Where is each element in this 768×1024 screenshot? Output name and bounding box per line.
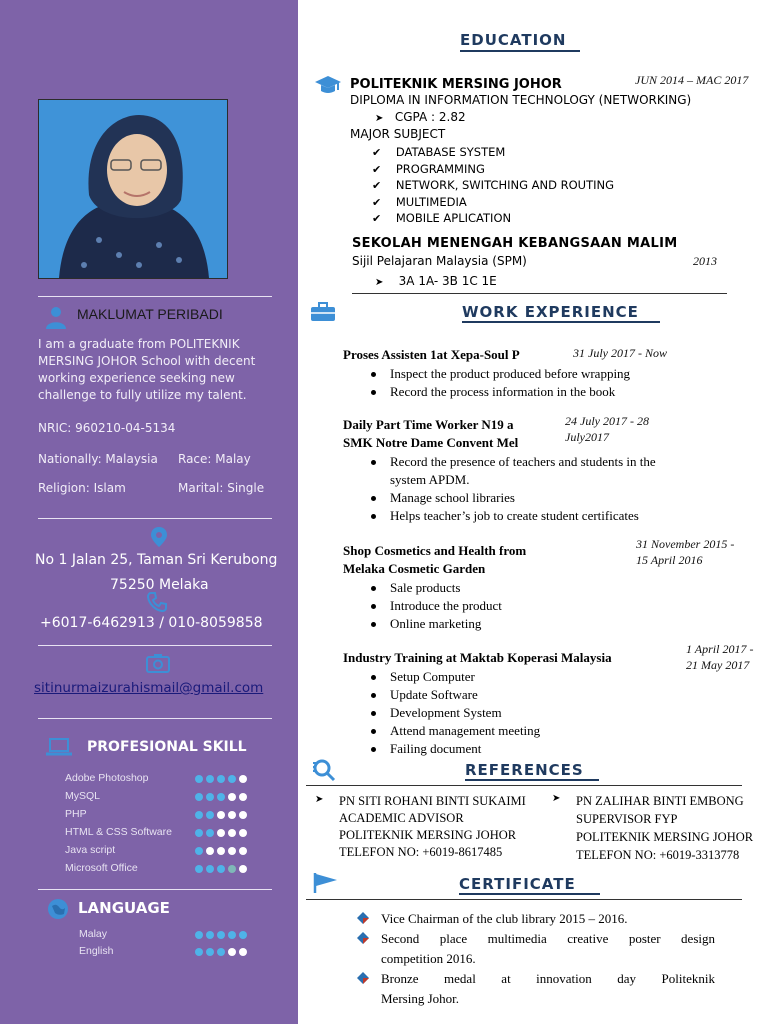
check-icon: ✔ [372, 179, 382, 192]
heading-underline [460, 50, 580, 52]
job-duty: Attend management meeting [366, 722, 540, 740]
rating-dot [217, 811, 225, 819]
subject-item [372, 162, 485, 176]
job-duty: Update Software [366, 686, 540, 704]
rating-dot [239, 865, 247, 873]
phone-icon [147, 592, 167, 616]
arrow-bullet-icon: ➤ [315, 794, 324, 805]
nationality: Nationally: Malaysia [38, 452, 158, 466]
skill-rating [195, 865, 255, 874]
rating-dot [228, 793, 236, 801]
email-link[interactable]: sitinurmaizurahismail@gmail.com [34, 680, 264, 696]
job-duty: system APDM. [390, 472, 470, 487]
diploma: DIPLOMA IN INFORMATION TECHNOLOGY (NETWORKING) [350, 93, 692, 107]
skill-rating [195, 847, 255, 856]
job-duty: Sale products [366, 579, 502, 597]
references-heading: REFERENCES [465, 761, 584, 779]
divider [38, 889, 272, 890]
major-label: MAJOR SUBJECT [350, 127, 446, 141]
job-duty: Record the presence of teachers and students in the [366, 453, 656, 471]
job-duty: Online marketing [366, 615, 502, 633]
job-title: Proses Assisten 1at Xepa-Soul P [343, 347, 520, 362]
rating-dot [228, 775, 236, 783]
education-heading: EDUCATION [460, 31, 567, 49]
ref2-org: POLITEKNIK MERSING JOHOR [576, 830, 754, 844]
skill-name: MySQL [65, 790, 101, 802]
subject-item [372, 145, 505, 159]
job-duties [366, 453, 656, 525]
heading-underline [459, 893, 600, 895]
personal-heading: MAKLUMAT PERIBADI [77, 306, 223, 322]
certificate-line: Mersing Johor. [381, 991, 459, 1006]
job-duties [366, 579, 502, 633]
certificate-item [357, 909, 715, 929]
work-heading: WORK EXPERIENCE [462, 303, 639, 321]
rating-dot [206, 865, 214, 873]
skill-name: Adobe Photoshop [65, 772, 149, 784]
rating-dot [217, 865, 225, 873]
arrow-bullet-icon: ➤ [552, 793, 561, 804]
phone-number: +6017-6462913 / 010-8059858 [40, 615, 263, 631]
certificate-item [357, 929, 715, 969]
rating-dot [206, 847, 214, 855]
rating-dot [195, 811, 203, 819]
job-date: 31 November 2015 - [636, 537, 735, 551]
skills-heading: PROFESIONAL SKILL [87, 739, 247, 755]
rating-dot [217, 931, 225, 939]
language-name: Malay [79, 928, 108, 940]
certificate-item [357, 969, 715, 1009]
skill-row [65, 808, 265, 826]
rating-dot [217, 847, 225, 855]
certificate-line: Vice Chairman of the club library 2015 – 2016. [381, 911, 628, 926]
job-title-line2: SMK Notre Dame Convent Mel [343, 435, 519, 450]
subject-name: DATABASE SYSTEM [395, 145, 506, 159]
ref2-name: PN ZALIHAR BINTI EMBONG [576, 794, 744, 808]
check-icon: ✔ [372, 162, 382, 176]
job-date: 1 April 2017 - [686, 642, 754, 656]
marital-status: Marital: Single [178, 481, 265, 495]
diamond-bullet-icon [357, 972, 369, 984]
skill-row [65, 790, 265, 808]
rating-dot [195, 793, 203, 801]
skill-rating [195, 811, 255, 820]
rating-dot [239, 931, 247, 939]
rating-dot [195, 829, 203, 837]
rating-dot [206, 829, 214, 837]
rating-dot [206, 931, 214, 939]
divider [38, 718, 272, 719]
globe-icon [47, 898, 69, 924]
language-heading: LANGUAGE [78, 899, 170, 917]
heading-underline [465, 779, 599, 781]
nric: NRIC: 960210-04-5134 [38, 421, 176, 435]
rating-dot [206, 948, 214, 956]
subject-name: MULTIMEDIA [395, 194, 467, 209]
address-line-1: No 1 Jalan 25, Taman Sri Kerubong [35, 552, 278, 568]
spm: Sijil Pelajaran Malaysia (SPM) [352, 254, 527, 268]
certificate-line: Second place multimedia creative poster design [381, 931, 715, 946]
spm-result-text: 3A 1A- 3B 1C 1E [398, 274, 497, 288]
rating-dot [217, 829, 225, 837]
skill-name: Microsoft Office [65, 862, 138, 874]
rating-dot [228, 829, 236, 837]
divider [306, 899, 742, 900]
diamond-bullet-icon [357, 932, 369, 944]
rating-dot [206, 775, 214, 783]
rating-dot [206, 811, 214, 819]
job-title-line2: Melaka Cosmetic Garden [343, 561, 486, 576]
rating-dot [228, 948, 236, 956]
about-line: working experience seeking new [38, 371, 235, 385]
rating-dot [228, 847, 236, 855]
subject-item [372, 178, 614, 192]
person-icon [44, 305, 68, 333]
rating-dot [195, 847, 203, 855]
cgpa-text: CGPA : 2.82 [394, 110, 466, 124]
job-duty: Development System [366, 704, 540, 722]
rating-dot [206, 793, 214, 801]
subject-name: MOBILE APLICATION [395, 211, 512, 225]
about-text [38, 336, 288, 404]
rating-dot [239, 948, 247, 956]
language-rating [195, 948, 255, 957]
ref1-role: ACADEMIC ADVISOR [339, 811, 464, 825]
job-date-line2: 21 May 2017 [686, 658, 750, 672]
about-line: I am a graduate from POLITEKNIK [38, 337, 240, 351]
rating-dot [228, 865, 236, 873]
diamond-bullet-icon [357, 912, 369, 924]
school2-date: 2013 [693, 254, 717, 268]
about-line: challenge to fully utilize my talent. [38, 388, 247, 402]
rating-dot [239, 829, 247, 837]
language-row [79, 928, 279, 946]
skill-name: Java script [65, 844, 116, 856]
skill-rating [195, 793, 255, 802]
job-duty: Manage school libraries [366, 489, 656, 507]
address-line-2: 75250 Melaka [110, 577, 209, 593]
graduation-cap-icon [314, 74, 342, 102]
ref1-phone: TELEFON NO: +6019-8617485 [339, 845, 503, 859]
rating-dot [195, 865, 203, 873]
subject-name: NETWORK, SWITCHING AND ROUTING [395, 178, 615, 192]
rating-dot [195, 948, 203, 956]
rating-dot [228, 931, 236, 939]
rating-dot [217, 793, 225, 801]
heading-underline [462, 321, 660, 323]
mail-icon [146, 654, 170, 678]
spm-result [375, 274, 497, 288]
job-duty: Failing document [366, 740, 540, 758]
race: Race: Malay [178, 452, 251, 466]
language-rating [195, 931, 255, 940]
skill-row [65, 844, 265, 862]
job-duty: Inspect the product produced before wrapping [366, 365, 630, 383]
rating-dot [239, 811, 247, 819]
location-pin-icon [150, 527, 168, 551]
ref1-name: PN SITI ROHANI BINTI SUKAIMI [339, 794, 526, 808]
divider [38, 518, 272, 519]
rating-dot [217, 948, 225, 956]
certificate-heading: CERTIFICATE [459, 875, 576, 893]
rating-dot [195, 775, 203, 783]
ref1-org: POLITEKNIK MERSING JOHOR [339, 828, 517, 842]
rating-dot [217, 775, 225, 783]
arrow-bullet-icon: ➤ [375, 277, 384, 288]
skill-name: PHP [65, 808, 87, 820]
job-date: 31 July 2017 - Now [573, 346, 667, 360]
flag-icon [313, 872, 339, 898]
school1-date: JUN 2014 – MAC 2017 [635, 73, 749, 87]
divider [38, 296, 272, 297]
skill-row [65, 826, 265, 844]
check-icon: ✔ [372, 146, 382, 159]
laptop-icon [46, 738, 72, 760]
sidebar [0, 0, 298, 1024]
job-duty: Record the process information in the book [366, 383, 630, 401]
check-icon: ✔ [372, 212, 382, 225]
job-date-line2: 15 April 2016 [636, 553, 703, 567]
ref2-role: SUPERVISOR FYP [576, 812, 678, 826]
job-title: Shop Cosmetics and Health from [343, 543, 527, 558]
check-icon: ✔ [372, 195, 382, 209]
job-duty: Introduce the product [366, 597, 502, 615]
language-row [79, 945, 279, 963]
job-duties [366, 365, 630, 401]
rating-dot [239, 775, 247, 783]
skill-row [65, 862, 265, 880]
skill-rating [195, 775, 255, 784]
subject-item [372, 211, 511, 225]
profile-photo [38, 99, 228, 279]
skill-name: HTML & CSS Software [65, 826, 172, 838]
skill-rating [195, 829, 255, 838]
job-duties [366, 668, 540, 758]
magnifier-icon [311, 758, 337, 786]
about-line: MERSING JOHOR School with decent [38, 354, 256, 368]
skill-row [65, 772, 265, 790]
certificate-line: Bronze medal at innovation day Politeknik [381, 971, 715, 986]
ref2-phone: TELEFON NO: +6019-3313778 [576, 848, 740, 862]
arrow-bullet-icon: ➤ [375, 113, 384, 124]
school1-name: POLITEKNIK MERSING JOHOR [350, 77, 562, 92]
job-title: Daily Part Time Worker N19 a [343, 417, 514, 432]
job-date: 24 July 2017 - 28 [565, 414, 649, 428]
job-duty: Setup Computer [366, 668, 540, 686]
divider [38, 645, 272, 646]
rating-dot [195, 931, 203, 939]
divider [352, 293, 727, 294]
divider [306, 785, 742, 786]
certificate-line: competition 2016. [381, 951, 476, 966]
rating-dot [239, 793, 247, 801]
subject-item [372, 195, 467, 209]
school2-name: SEKOLAH MENENGAH KEBANGSAAN MALIM [352, 236, 678, 251]
job-title: Industry Training at Maktab Koperasi Malaysia [343, 650, 612, 665]
rating-dot [239, 847, 247, 855]
briefcase-icon [310, 302, 336, 326]
cgpa [375, 110, 466, 124]
rating-dot [228, 811, 236, 819]
job-date-line2: July2017 [565, 430, 609, 444]
language-name: English [79, 945, 114, 957]
job-duty: Helps teacher’s job to create student certificates [366, 507, 656, 525]
religion: Religion: Islam [38, 481, 126, 495]
subject-name: PROGRAMMING [395, 161, 485, 176]
